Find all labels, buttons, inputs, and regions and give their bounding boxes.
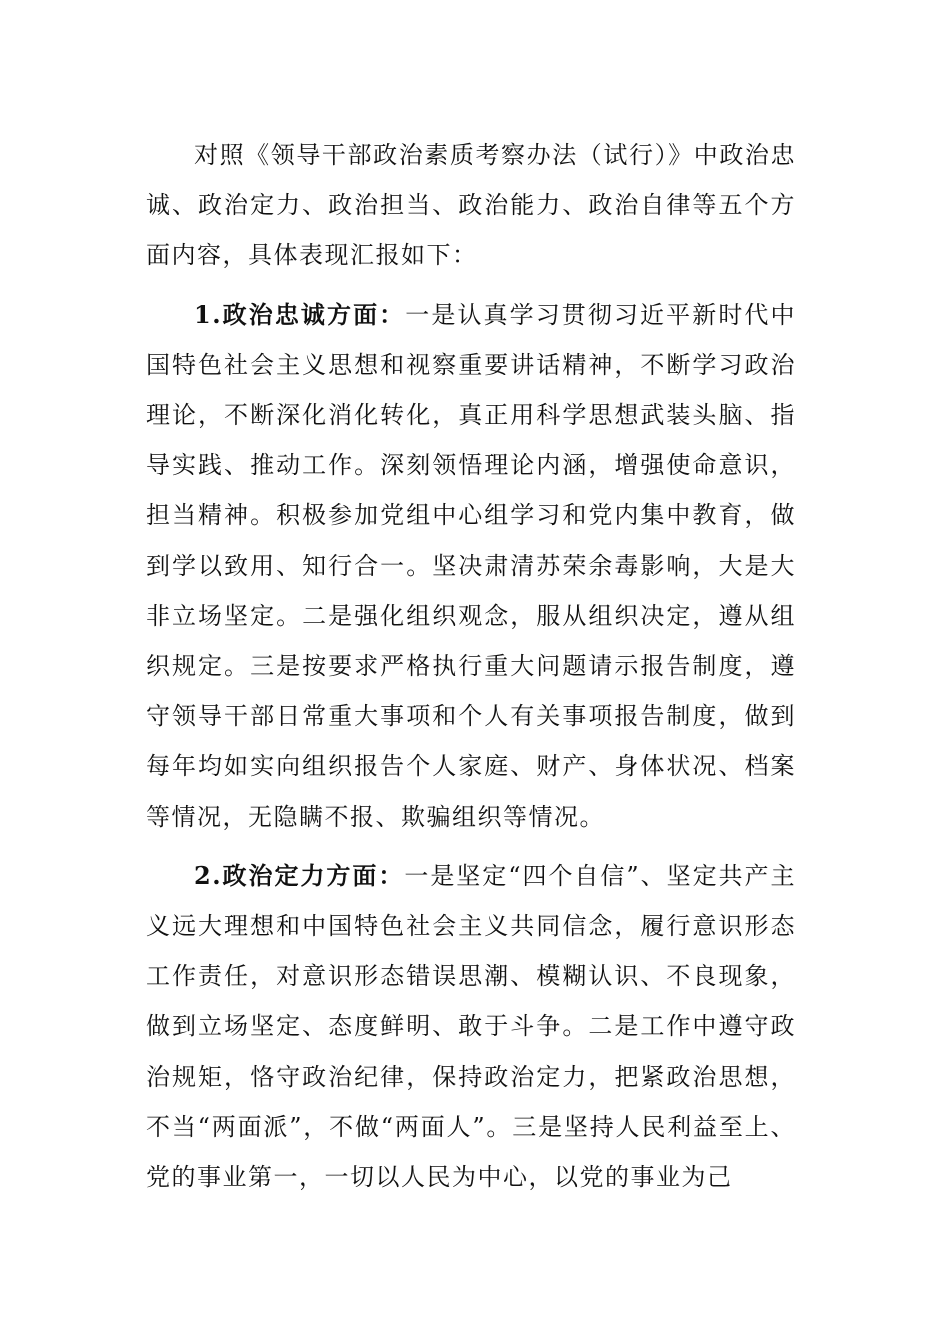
intro-paragraph: [146, 130, 796, 281]
section-political-loyalty: [146, 290, 796, 842]
section-body: 一是坚定“四个自信”、坚定共产主义远大理想和中国特色社会主义共同信念，履行意识形态工作责任，对意识形态错误思潮、模糊认识、不良现象，做到立场坚定、态度鲜明、敢于斗争。二是工作中遵守政治规矩，恪守政治纪律，保持政治定力，把紧政治思想，不当“两面派”，不做“两面人”。三是坚持人民利益至上、党的事业第一，一切以人民为中心，以党的事业为己: [146, 861, 796, 1192]
section-political-steadfastness: [146, 851, 796, 1202]
section-heading: 2.政治定力方面：: [194, 860, 405, 890]
document-body: [146, 130, 796, 1202]
intro-text: 对照《领导干部政治素质考察办法（试行）》中政治忠诚、政治定力、政治担当、政治能力、政治自律等五个方面内容，具体表现汇报如下：: [146, 141, 796, 270]
section-body: 一是认真学习贯彻习近平新时代中国特色社会主义思想和视察重要讲话精神，不断学习政治理论，不断深化消化转化，真正用科学思想武装头脑、指导实践、推动工作。深刻领悟理论内涵，增强使命意识，担当精神。积极参加党组中心组学习和党内集中教育，做到学以致用、知行合一。坚决肃清苏荣余毒影响，大是大非立场坚定。二是强化组织观念，服从组织决定，遵从组织规定。三是按要求严格执行重大问题请示报告制度，遵守领导干部日常重大事项和个人有关事项报告制度，做到每年均如实向组织报告个人家庭、财产、身体状况、档案等情况，无隐瞒不报、欺骗组织等情况。: [146, 300, 796, 831]
section-heading: 1.政治忠诚方面：: [194, 299, 406, 329]
